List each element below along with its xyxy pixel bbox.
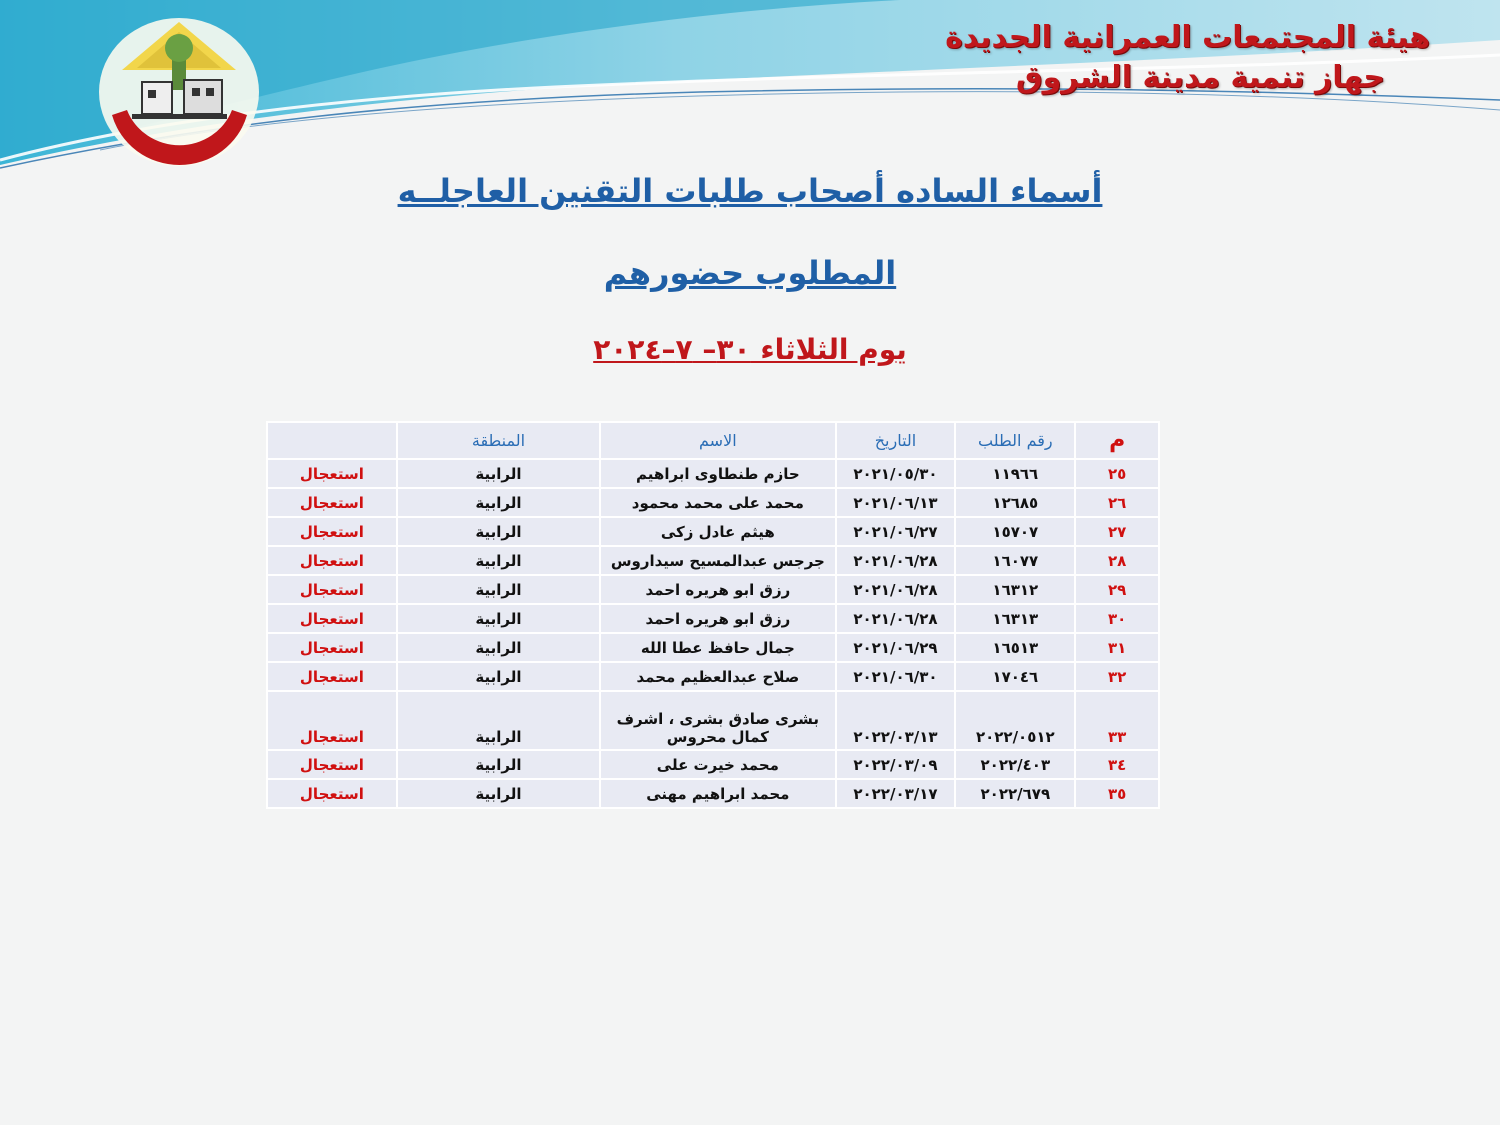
cell-request: ١٧٠٤٦ [955,662,1075,691]
org-line-2: جهاز تنمية مدينة الشروق [1015,60,1385,95]
cell-status: استعجال [267,459,397,488]
cell-request: ١٦٣١٢ [955,575,1075,604]
header-area: المنطقة [397,422,600,459]
table-row [267,517,1159,546]
header-status [267,422,397,459]
cell-area: الرابية [397,488,600,517]
cell-request: ٢٠٢٢/٦٧٩ [955,779,1075,808]
applicants-table [266,421,1160,809]
cell-date: ٢٠٢١/٠٦/٢٧ [836,517,956,546]
cell-status: استعجال [267,488,397,517]
cell-area: الرابية [397,750,600,779]
cell-status: استعجال [267,546,397,575]
cell-request: ١٦٠٧٧ [955,546,1075,575]
cell-num: ٣٤ [1075,750,1159,779]
header-date: التاريخ [836,422,956,459]
cell-status: استعجال [267,633,397,662]
cell-date: ٢٠٢٢/٠٣/١٣ [836,691,956,750]
organization-logo [92,10,267,170]
cell-name: رزق ابو هريره احمد [600,575,835,604]
cell-area: الرابية [397,604,600,633]
cell-num: ٢٦ [1075,488,1159,517]
cell-num: ٢٥ [1075,459,1159,488]
cell-area: الرابية [397,459,600,488]
cell-num: ٣٥ [1075,779,1159,808]
cell-num: ٢٩ [1075,575,1159,604]
cell-num: ٣١ [1075,633,1159,662]
cell-area: الرابية [397,691,600,750]
cell-area: الرابية [397,517,600,546]
table-row [267,546,1159,575]
cell-name: صلاح عبدالعظيم محمد [600,662,835,691]
cell-name: محمد ابراهيم مهنى [600,779,835,808]
table-row [267,662,1159,691]
table-row [267,488,1159,517]
page-title: أسماء الساده أصحاب طلبات التقنين العاجلــه [397,172,1103,210]
cell-date: ٢٠٢٢/٠٣/٠٩ [836,750,956,779]
cell-request: ٢٠٢٢/٠٥١٢ [955,691,1075,750]
cell-request: ٢٠٢٢/٤٠٣ [955,750,1075,779]
cell-area: الرابية [397,546,600,575]
table-header-row [267,422,1159,459]
cell-status: استعجال [267,604,397,633]
cell-date: ٢٠٢١/٠٥/٣٠ [836,459,956,488]
cell-date: ٢٠٢١/٠٦/١٣ [836,488,956,517]
table-row [267,691,1159,750]
table-row [267,779,1159,808]
cell-num: ٢٧ [1075,517,1159,546]
table-row [267,459,1159,488]
cell-num: ٣٠ [1075,604,1159,633]
cell-name: حازم طنطاوى ابراهيم [600,459,835,488]
cell-num: ٢٨ [1075,546,1159,575]
cell-name: رزق ابو هريره احمد [600,604,835,633]
page-subtitle: المطلوب حضورهم [603,254,897,292]
cell-area: الرابية [397,633,600,662]
cell-date: ٢٠٢١/٠٦/٢٨ [836,575,956,604]
cell-date: ٢٠٢١/٠٦/٢٨ [836,604,956,633]
cell-request: ١٢٦٨٥ [955,488,1075,517]
cell-date: ٢٠٢١/٠٦/٣٠ [836,662,956,691]
organization-name [630,18,1430,98]
cell-area: الرابية [397,662,600,691]
cell-num: ٣٣ [1075,691,1159,750]
cell-date: ٢٠٢٢/٠٣/١٧ [836,779,956,808]
cell-name: محمد خيرت على [600,750,835,779]
cell-status: استعجال [267,662,397,691]
header-request: رقم الطلب [955,422,1075,459]
table-row [267,604,1159,633]
header-name: الاسم [600,422,835,459]
cell-status: استعجال [267,575,397,604]
org-line-1: هيئة المجتمعات العمرانية الجديدة [945,20,1430,55]
cell-name: بشرى صادق بشرى ، اشرف كمال محروس [600,691,835,750]
cell-status: استعجال [267,750,397,779]
cell-name: جمال حافظ عطا الله [600,633,835,662]
cell-num: ٣٢ [1075,662,1159,691]
cell-request: ١٦٣١٣ [955,604,1075,633]
cell-area: الرابية [397,575,600,604]
cell-area: الرابية [397,779,600,808]
header-num: م [1075,422,1159,459]
cell-request: ١١٩٦٦ [955,459,1075,488]
cell-date: ٢٠٢١/٠٦/٢٨ [836,546,956,575]
cell-status: استعجال [267,779,397,808]
cell-request: ١٦٥١٣ [955,633,1075,662]
cell-date: ٢٠٢١/٠٦/٢٩ [836,633,956,662]
table-row [267,575,1159,604]
cell-name: محمد على محمد محمود [600,488,835,517]
cell-request: ١٥٧٠٧ [955,517,1075,546]
table-row [267,750,1159,779]
cell-status: استعجال [267,691,397,750]
cell-name: هيثم عادل زكى [600,517,835,546]
table-row [267,633,1159,662]
cell-status: استعجال [267,517,397,546]
meeting-date: يوم الثلاثاء ٣٠– ٧–٢٠٢٤ [593,333,907,366]
cell-name: جرجس عبدالمسيح سيداروس [600,546,835,575]
